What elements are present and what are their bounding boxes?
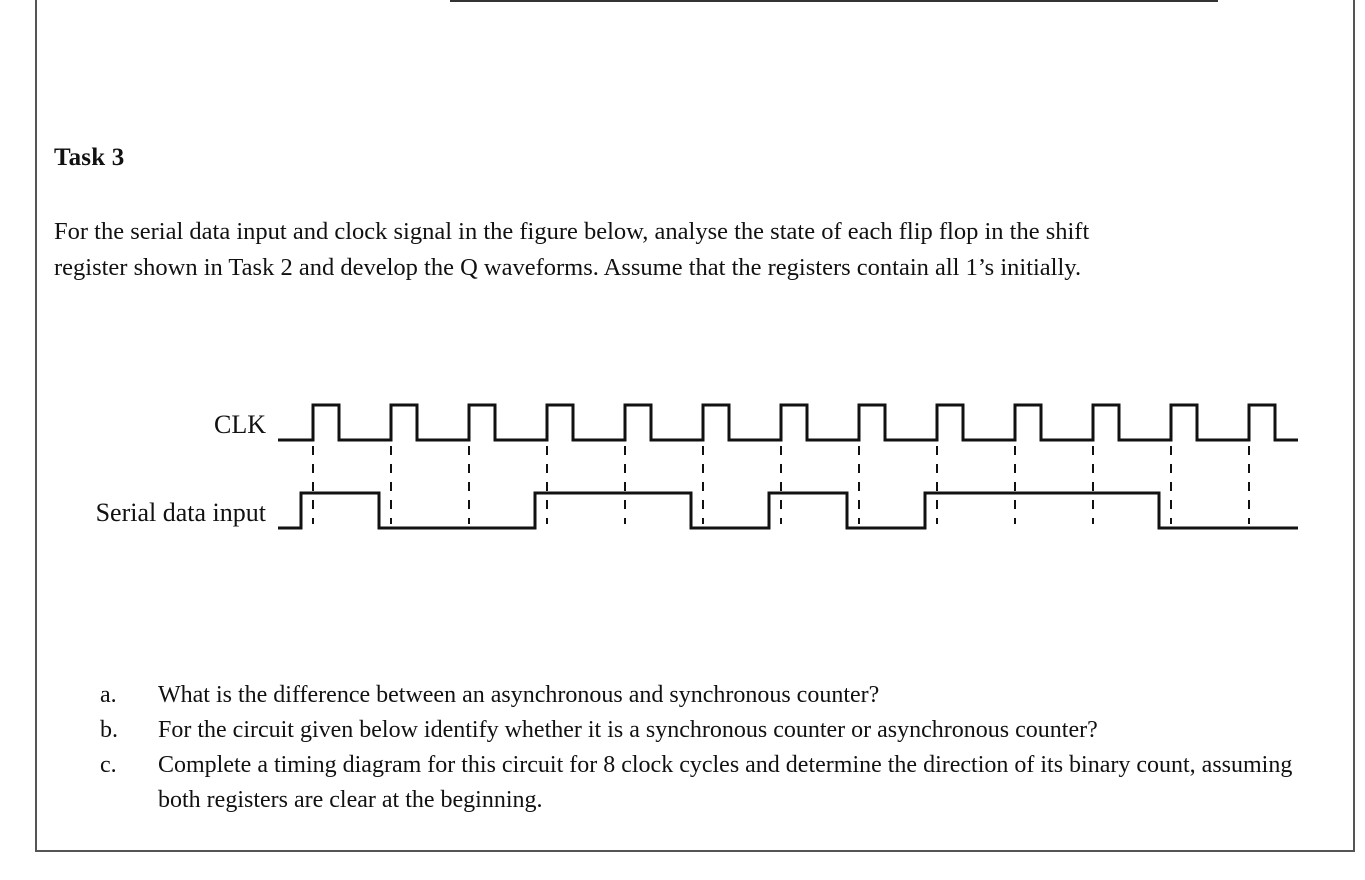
question-text: Complete a timing diagram for this circuit for 8 clock cycles and determine the direction of its binary count, assuming both registers are clear at the beginning. bbox=[158, 752, 1293, 813]
question-text: For the circuit given below identify whether it is a synchronous counter or asynchronous counter? bbox=[158, 717, 1098, 743]
question-item-b bbox=[100, 713, 1340, 748]
serial-data-label: Serial data input bbox=[95, 498, 266, 527]
question-item-c bbox=[100, 748, 1340, 818]
task-description-line-2: register shown in Task 2 and develop the Q waveforms. Assume that the registers contain all 1’s initially. bbox=[54, 254, 1082, 281]
question-marker: a. bbox=[100, 682, 117, 708]
clk-label: CLK bbox=[214, 410, 266, 439]
question-marker: c. bbox=[100, 752, 117, 778]
task-title: Task 3 bbox=[54, 144, 125, 171]
clock-edge-guides bbox=[313, 446, 1249, 524]
task-description-line-1: For the serial data input and clock signal in the figure below, analyse the state of each flip flop in the shift bbox=[54, 218, 1090, 245]
question-marker: b. bbox=[100, 717, 118, 743]
clk-waveform bbox=[278, 405, 1298, 440]
question-text: What is the difference between an asynchronous and synchronous counter? bbox=[158, 682, 880, 708]
serial-data-waveform bbox=[278, 493, 1298, 528]
clk-trace bbox=[278, 405, 1298, 440]
serial-data-trace bbox=[278, 493, 1298, 528]
question-list bbox=[100, 678, 1340, 818]
question-item-a bbox=[100, 678, 1340, 713]
